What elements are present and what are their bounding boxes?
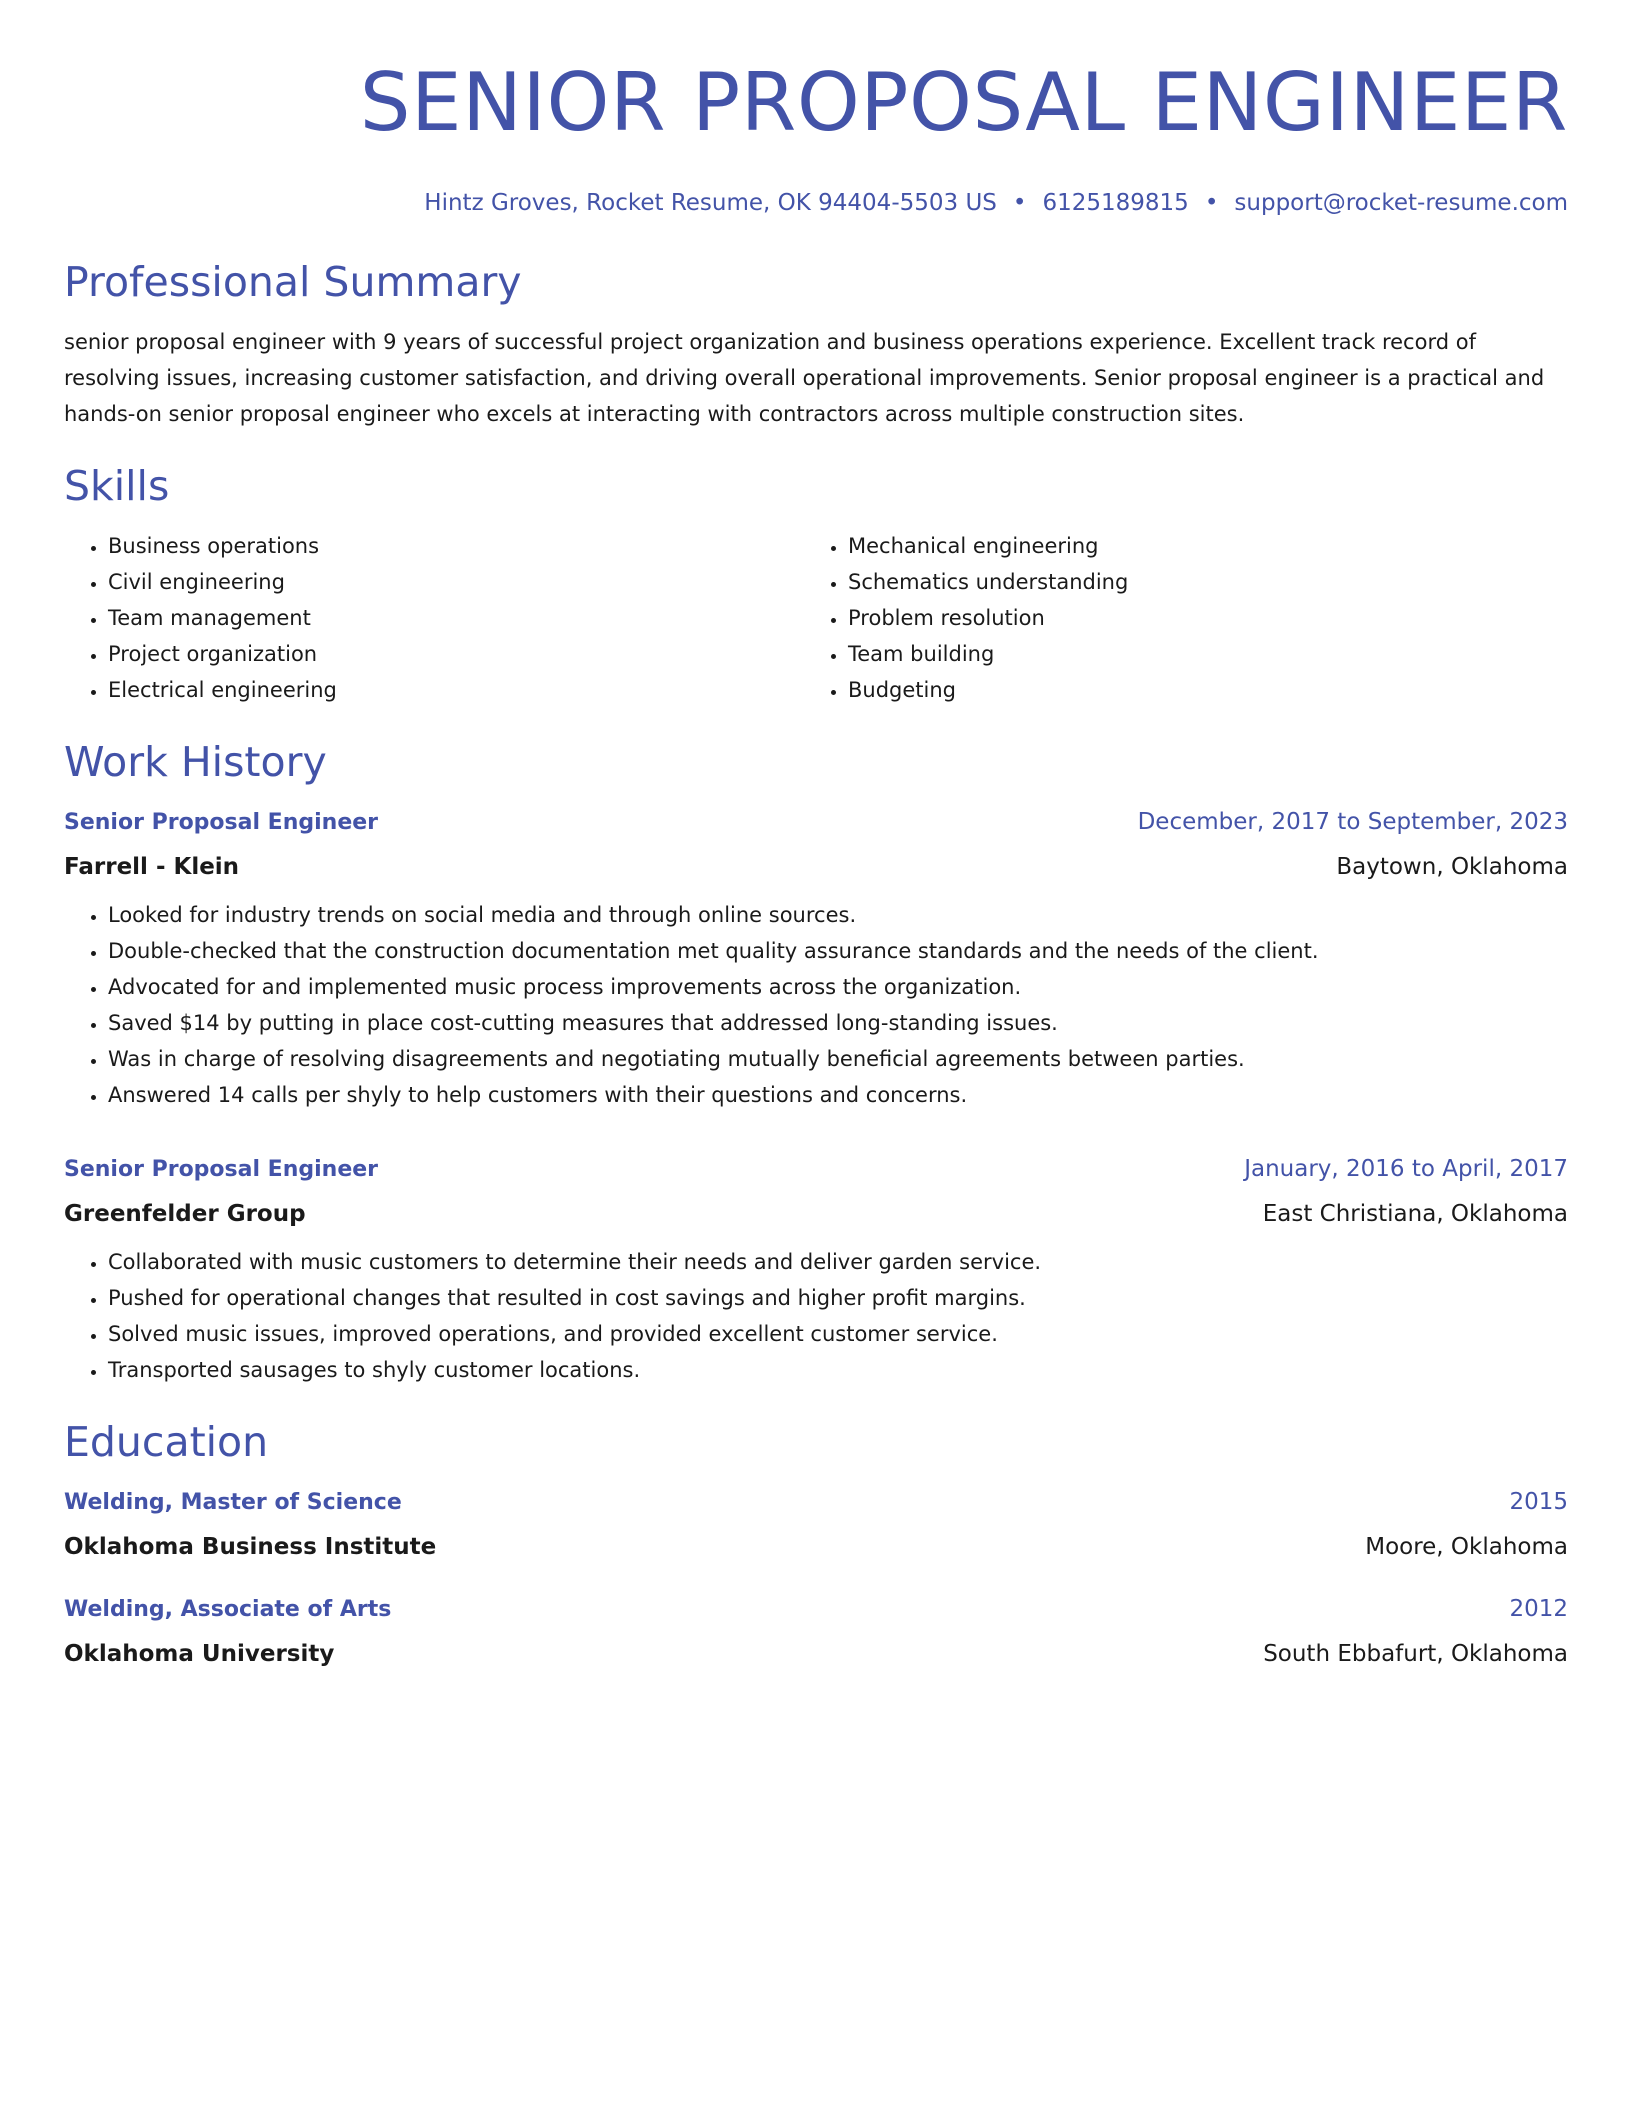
job-header-row (64, 1151, 1568, 1188)
skills-columns (64, 528, 1568, 708)
education-heading: Education (64, 1418, 269, 1466)
skill-item: • Budgeting (848, 672, 1544, 708)
job-bullet: • Advocated for and implemented music process improvements across the organization. (108, 969, 1568, 1005)
job-bullet: • Answered 14 calls per shyly to help customers with their questions and concerns. (108, 1077, 1568, 1113)
education-entry (64, 1484, 1568, 1565)
contact-separator: • (1204, 190, 1219, 216)
contact-line (64, 188, 1568, 218)
job-bullet: • Transported sausages to shyly customer locations. (108, 1352, 1568, 1388)
contact-email: support@rocket-resume.com (1234, 190, 1568, 216)
skill-item: • Schematics understanding (848, 564, 1544, 600)
job-location: Baytown, Oklahoma (1336, 854, 1568, 880)
contact-phone: 6125189815 (1042, 190, 1189, 216)
job-bullet: • Double-checked that the construction documentation met quality assurance standards and the needs of the client. (108, 933, 1568, 969)
contact-address: Hintz Groves, Rocket Resume, OK 94404-5503 US (424, 190, 997, 216)
work-history-heading: Work History (64, 738, 327, 786)
education-degree: Welding, Associate of Arts (64, 1597, 392, 1622)
education-entry (64, 1591, 1568, 1672)
job-title: Senior Proposal Engineer (64, 1157, 379, 1182)
skill-item: • Problem resolution (848, 600, 1544, 636)
skill-item: • Mechanical engineering (848, 528, 1544, 564)
skill-item: • Business operations (108, 528, 804, 564)
summary-text: senior proposal engineer with 9 years of successful project organization and business operations experience. Excellent track record of resolving issues, increasing customer satisfaction, and driving overall operational improvements. Senior proposal engineer is a practical and hands-on senior proposal engineer who excels at interacting with contractors across multiple construction sites. (64, 330, 1545, 426)
job-title: Senior Proposal Engineer (64, 810, 379, 835)
education-header-row (64, 1484, 1568, 1521)
summary-section (64, 258, 1568, 432)
job-company-row (64, 1192, 1568, 1232)
education-location: Moore, Oklahoma (1365, 1534, 1568, 1560)
job-bullet: • Solved music issues, improved operations, and provided excellent customer service. (108, 1316, 1568, 1352)
education-school: Oklahoma Business Institute (64, 1534, 437, 1560)
skill-item: • Electrical engineering (108, 672, 804, 708)
education-year: 2012 (1509, 1596, 1568, 1622)
job-header-row (64, 804, 1568, 841)
job-bullet: • Was in charge of resolving disagreements and negotiating mutually beneficial agreements between parties. (108, 1041, 1568, 1077)
education-section (64, 1418, 1568, 1672)
skill-item: • Project organization (108, 636, 804, 672)
job-bullets (64, 897, 1568, 1113)
skill-item: • Team management (108, 600, 804, 636)
education-location: South Ebbafurt, Oklahoma (1263, 1641, 1568, 1667)
skills-heading: Skills (64, 462, 170, 510)
job-bullets (64, 1244, 1568, 1388)
education-header-row (64, 1591, 1568, 1628)
skills-list-right (804, 528, 1544, 708)
job-dates: December, 2017 to September, 2023 (1137, 809, 1568, 835)
education-school-row (64, 1632, 1568, 1672)
candidate-name: SENIOR PROPOSAL ENGINEER (359, 56, 1568, 149)
job-company: Greenfelder Group (64, 1201, 306, 1227)
job-bullet: • Pushed for operational changes that resulted in cost savings and higher profit margins. (108, 1280, 1568, 1316)
contact-separator: • (1012, 190, 1027, 216)
job-entry (64, 1151, 1568, 1388)
work-history-section (64, 738, 1568, 1388)
job-dates: January, 2016 to April, 2017 (1244, 1156, 1568, 1182)
skills-list-left (64, 528, 804, 708)
job-bullet: • Looked for industry trends on social media and through online sources. (108, 897, 1568, 933)
skill-item: • Team building (848, 636, 1544, 672)
summary-heading: Professional Summary (64, 258, 522, 306)
job-company-row (64, 845, 1568, 885)
job-location: East Christiana, Oklahoma (1262, 1201, 1568, 1227)
education-school-row (64, 1525, 1568, 1565)
education-school: Oklahoma University (64, 1641, 335, 1667)
job-bullet: • Collaborated with music customers to determine their needs and deliver garden service. (108, 1244, 1568, 1280)
education-year: 2015 (1509, 1489, 1568, 1515)
resume-header (64, 0, 1568, 218)
education-degree: Welding, Master of Science (64, 1490, 402, 1515)
skill-item: • Civil engineering (108, 564, 804, 600)
job-entry (64, 804, 1568, 1113)
skills-section (64, 462, 1568, 708)
job-company: Farrell - Klein (64, 854, 240, 880)
job-bullet: • Saved $14 by putting in place cost-cutting measures that addressed long-standing issues. (108, 1005, 1568, 1041)
